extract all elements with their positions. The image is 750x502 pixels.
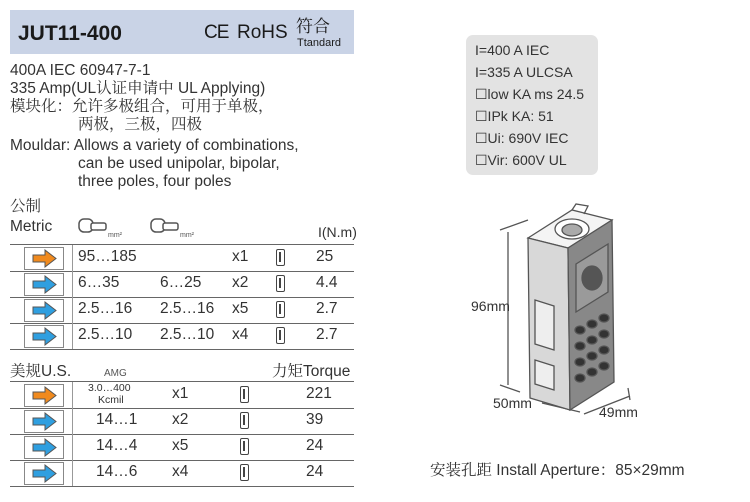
conform-label: 符合 — [296, 17, 330, 36]
metric-qty: x1 — [232, 248, 249, 265]
us-row — [10, 460, 354, 487]
column-divider — [72, 382, 73, 408]
clip-icon — [276, 275, 285, 292]
clip-icon — [276, 327, 285, 344]
us-title: 美规U.S. — [10, 363, 72, 380]
blue-arrow-icon — [24, 462, 64, 485]
blue-arrow-icon — [24, 410, 64, 433]
column-divider — [72, 460, 73, 486]
us-torque-header: 力矩Torque — [272, 363, 351, 380]
metric-unit-2: mm² — [180, 232, 194, 239]
blue-arrow-icon — [24, 436, 64, 459]
column-divider — [72, 323, 73, 349]
column-divider — [72, 245, 73, 271]
dim-width: 50mm — [493, 395, 532, 411]
model-title: JUT11-400 — [18, 22, 122, 45]
us-size-line-2: Kcmil — [98, 394, 124, 406]
metric-row — [10, 323, 354, 350]
spec-line-5: ☐Ui: 690V IEC — [475, 130, 569, 146]
us-row — [10, 382, 354, 409]
us-row — [10, 434, 354, 461]
clip-icon — [240, 464, 249, 481]
spec-line-4: ☐IPk KA: 51 — [475, 108, 554, 124]
us-size: 14…1 — [96, 411, 138, 428]
us-row — [10, 408, 354, 435]
metric-size-a: 2.5…16 — [78, 300, 133, 317]
spec-line-1: I=400 A IEC — [475, 42, 550, 58]
ferrule-icon-1 — [78, 215, 108, 237]
column-divider — [72, 434, 73, 460]
metric-torque: 25 — [316, 248, 334, 265]
metric-torque: 2.7 — [316, 300, 338, 317]
metric-torque: 2.7 — [316, 326, 338, 343]
metric-qty: x4 — [232, 326, 249, 343]
spec-line-2: I=335 A ULCSA — [475, 64, 573, 80]
metric-row — [10, 245, 354, 272]
metric-size-a: 2.5…10 — [78, 326, 133, 343]
us-size: 14…6 — [96, 463, 138, 480]
ferrule-icon-2 — [150, 215, 180, 237]
ce-mark: CE — [204, 22, 229, 43]
spec-line-3: ☐low KA ms 24.5 — [475, 86, 585, 102]
desc-line-2: 335 Amp(UL认证申请中 UL Applying) — [10, 80, 266, 97]
dim-depth: 49mm — [599, 404, 638, 420]
standard-label: Ttandard — [297, 37, 342, 49]
us-size: 14…4 — [96, 437, 138, 454]
metric-row — [10, 271, 354, 298]
desc-line-7: three poles, four poles — [78, 173, 232, 190]
metric-size-b: 2.5…16 — [160, 300, 215, 317]
us-unit: AMG — [104, 368, 127, 379]
us-qty: x5 — [172, 437, 189, 454]
us-qty: x1 — [172, 385, 189, 402]
metric-size-b: 6…25 — [160, 274, 202, 291]
orange-arrow-icon — [24, 384, 64, 407]
clip-icon — [240, 386, 249, 403]
desc-line-5: Mouldar: Allows a variety of combinations, — [10, 137, 299, 154]
blue-arrow-icon — [24, 273, 64, 296]
metric-size-a: 95…185 — [78, 248, 137, 265]
column-divider — [72, 297, 73, 323]
metric-qty: x5 — [232, 300, 249, 317]
us-size-line-1: 3.0…400 — [88, 382, 131, 394]
desc-line-6: can be used unipolar, bipolar, — [78, 155, 280, 172]
us-qty: x4 — [172, 463, 189, 480]
column-divider — [72, 271, 73, 297]
desc-line-1: 400A IEC 60947-7-1 — [10, 62, 151, 79]
clip-icon — [276, 249, 285, 266]
metric-unit-1: mm² — [108, 232, 122, 239]
desc-line-3: 模块化：允许多极组合，可用于单极， — [10, 98, 274, 115]
desc-line-4: 两极，三极，四极 — [78, 116, 203, 133]
metric-torque-header: I(N.m) — [318, 224, 357, 240]
blue-arrow-icon — [24, 325, 64, 348]
column-divider — [72, 408, 73, 434]
us-torque: 221 — [306, 385, 332, 402]
metric-size-a: 6…35 — [78, 274, 120, 291]
spec-line-6: ☐Vir: 600V UL — [475, 152, 567, 168]
clip-icon — [240, 438, 249, 455]
us-torque: 24 — [306, 437, 324, 454]
metric-title-cn: 公制 — [10, 198, 42, 215]
us-qty: x2 — [172, 411, 189, 428]
us-torque: 39 — [306, 411, 324, 428]
orange-arrow-icon — [24, 247, 64, 270]
metric-size-b: 2.5…10 — [160, 326, 215, 343]
clip-icon — [276, 301, 285, 318]
clip-icon — [240, 412, 249, 429]
metric-row — [10, 297, 354, 324]
us-torque: 24 — [306, 463, 324, 480]
dim-height: 96mm — [471, 298, 510, 314]
metric-qty: x2 — [232, 274, 249, 291]
blue-arrow-icon — [24, 299, 64, 322]
rohs-mark: RoHS — [237, 22, 288, 43]
install-aperture: 安装孔距 Install Aperture：85×29mm — [430, 462, 685, 479]
metric-torque: 4.4 — [316, 274, 338, 291]
metric-title-en: Metric — [10, 218, 53, 235]
